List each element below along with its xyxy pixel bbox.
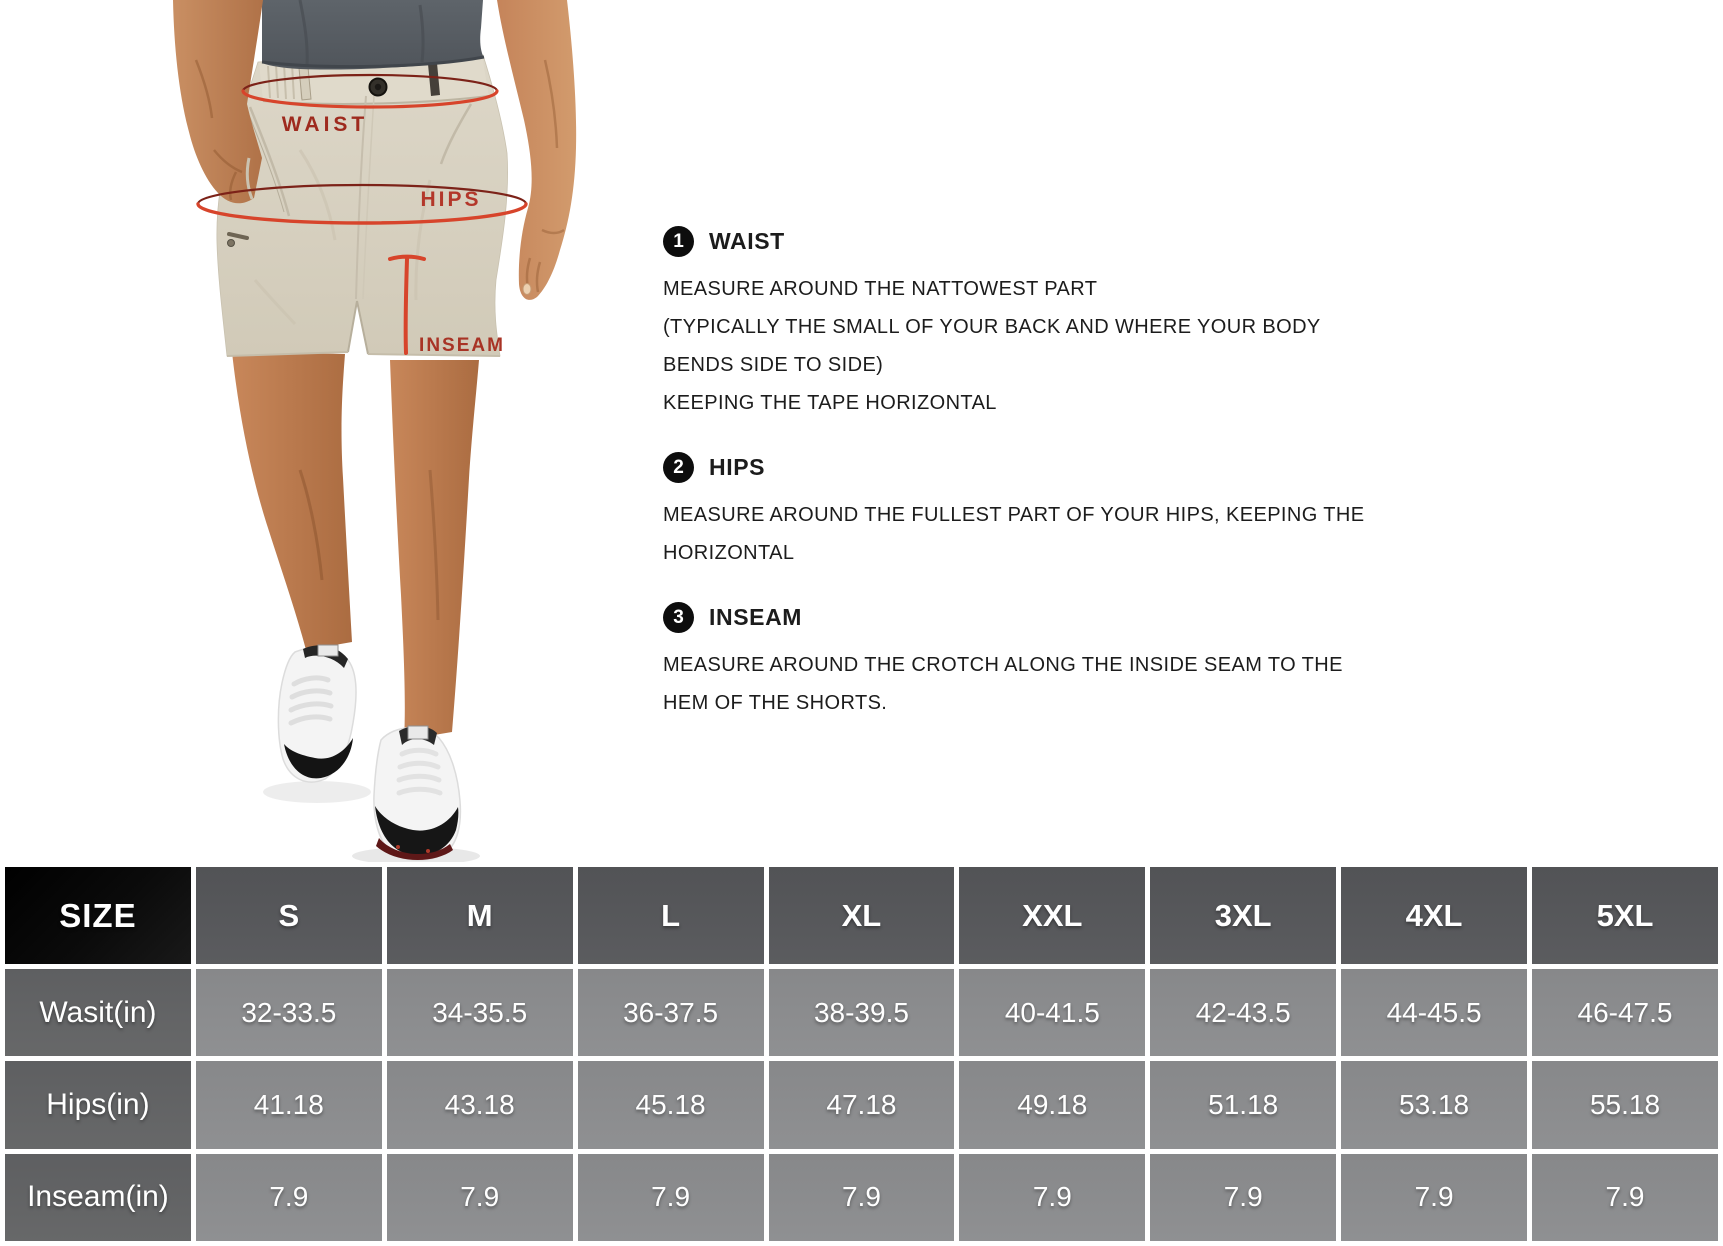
inseam-photo-label: INSEAM (419, 335, 505, 356)
row-label-hips: Hips(in) (5, 1061, 191, 1148)
size-header-cell: XL (769, 867, 955, 964)
instruction-line: MEASURE AROUND THE NATTOWEST PART (663, 278, 1098, 300)
instruction-line: HORIZONTAL (663, 542, 795, 564)
instruction-block-hips (663, 452, 1363, 572)
size-table-corner: SIZE (5, 867, 191, 964)
instruction-title-inseam: INSEAM (709, 604, 803, 630)
bullet-2-icon: 2 (663, 452, 694, 483)
waist-value-cell: 36-37.5 (578, 969, 764, 1056)
row-label-waist: Wasit(in) (5, 969, 191, 1056)
product-photo (0, 0, 620, 862)
hips-value-cell: 41.18 (196, 1061, 382, 1148)
waist-value-cell: 32-33.5 (196, 969, 382, 1056)
inseam-value-cell: 7.9 (578, 1154, 764, 1241)
table-row-waist (5, 969, 1718, 1056)
waist-value-cell: 38-39.5 (769, 969, 955, 1056)
instruction-block-waist (663, 226, 1363, 422)
instruction-line: KEEPING THE TAPE HORIZONTAL (663, 392, 997, 414)
instruction-title-waist: WAIST (709, 228, 785, 254)
table-row-inseam (5, 1154, 1718, 1241)
left-shoe (278, 645, 356, 782)
waist-value-cell: 44-45.5 (1341, 969, 1527, 1056)
inseam-value-cell: 7.9 (196, 1154, 382, 1241)
size-header-cell: XXL (959, 867, 1145, 964)
inseam-value-cell: 7.9 (769, 1154, 955, 1241)
size-header-cell: 4XL (1341, 867, 1527, 964)
size-header-cell: 5XL (1532, 867, 1718, 964)
size-header-cell: 3XL (1150, 867, 1336, 964)
instruction-block-inseam (663, 602, 1363, 722)
bullet-3-icon: 3 (663, 602, 694, 633)
size-header-cell: L (578, 867, 764, 964)
table-header-row (5, 867, 1718, 964)
inseam-value-cell: 7.9 (1532, 1154, 1718, 1241)
waist-value-cell: 46-47.5 (1532, 969, 1718, 1056)
right-shoe (374, 726, 461, 860)
inseam-value-cell: 7.9 (959, 1154, 1145, 1241)
inseam-value-cell: 7.9 (1341, 1154, 1527, 1241)
hips-value-cell: 49.18 (959, 1061, 1145, 1148)
measurement-instructions (663, 226, 1363, 752)
instruction-line: (TYPICALLY THE SMALL OF YOUR BACK AND WHERE YOUR BODY (663, 316, 1321, 338)
waist-value-cell: 40-41.5 (959, 969, 1145, 1056)
waist-value-cell: 34-35.5 (387, 969, 573, 1056)
hips-value-cell: 47.18 (769, 1061, 955, 1148)
inseam-value-cell: 7.9 (387, 1154, 573, 1241)
instruction-line: MEASURE AROUND THE FULLEST PART OF YOUR HIPS, KEEPING THE (663, 504, 1365, 526)
bullet-1-icon: 1 (663, 226, 694, 257)
hips-value-cell: 45.18 (578, 1061, 764, 1148)
instruction-line: HEM OF THE SHORTS. (663, 692, 888, 714)
size-header-cell: M (387, 867, 573, 964)
right-arm (497, 0, 576, 300)
hips-photo-label: HIPS (420, 188, 482, 211)
size-header-cell: S (196, 867, 382, 964)
hips-value-cell: 55.18 (1532, 1061, 1718, 1148)
instruction-line: BENDS SIDE TO SIDE) (663, 354, 884, 376)
instruction-line: MEASURE AROUND THE CROTCH ALONG THE INSIDE SEAM TO THE (663, 654, 1343, 676)
left-leg (232, 352, 352, 650)
inseam-value-cell: 7.9 (1150, 1154, 1336, 1241)
hips-value-cell: 43.18 (387, 1061, 573, 1148)
hips-value-cell: 53.18 (1341, 1061, 1527, 1148)
waist-value-cell: 42-43.5 (1150, 969, 1336, 1056)
hips-value-cell: 51.18 (1150, 1061, 1336, 1148)
size-table (0, 862, 1723, 1246)
model-shirt (262, 0, 484, 70)
instruction-title-hips: HIPS (709, 454, 766, 480)
row-label-inseam: Inseam(in) (5, 1154, 191, 1241)
table-row-hips (5, 1061, 1718, 1148)
waist-photo-label: WAIST (281, 113, 369, 136)
